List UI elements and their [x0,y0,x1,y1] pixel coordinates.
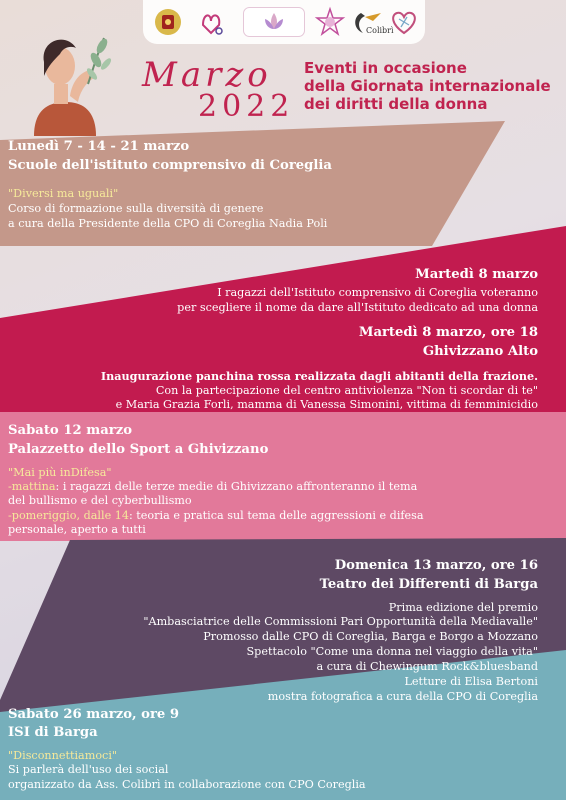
event-4-line: "Mai più inDifesa" [8,466,112,479]
woman-illustration-icon [14,26,124,136]
event-5-line: "Ambasciatrice delle Commissioni Pari Opportunità della Mediavalle" [143,615,538,628]
event-6-place: ISI di Barga [8,725,98,740]
event-1-line: "Diversi ma uguali" [8,187,119,200]
event-6-date: Sabato 26 marzo, ore 9 [8,707,180,722]
event-4-line: personale, aperto a tutti [8,523,146,536]
event-2-date: Martedì 8 marzo [415,267,538,282]
cpo-logo-icon [197,7,227,37]
event-2-line: per scegliere il nome da dare all'Istituto dedicato ad una donna [177,301,538,314]
event-1-line: Corso di formazione sulla diversità di genere [8,202,264,215]
event-5-line: a cura di Chewingum Rock&bluesband [316,660,538,673]
event-4-date: Sabato 12 marzo [8,423,132,438]
event-3-line: e Maria Grazia Forli, mamma di Vanessa Simonini, vittima di femminicidio [115,398,538,411]
event-4-line: -pomeriggio, dalle 14: teoria e pratica sul tema delle aggressioni e difesa [8,509,424,522]
event-5-line: Prima edizione del premio [388,601,538,614]
event-1-line: a cura della Presidente della CPO di Coreglia Nadia Poli [8,217,328,230]
event-6-line: Si parlerà dell'uso dei social [8,763,169,776]
event-1-place: Scuole dell'istituto comprensivo di Coreglia [8,158,332,173]
event-5-line: Promosso dalle CPO di Coreglia, Barga e Borgo a Mozzano [203,630,538,643]
event-4-line: del bullismo e del cyberbullismo [8,494,192,507]
event-6-line: organizzato da Ass. Colibrì in collaborazione con CPO Coreglia [8,778,366,791]
star-logo-icon [315,7,345,37]
year-label: 2022 [198,89,295,124]
event-4-place: Palazzetto dello Sport a Ghivizzano [8,442,269,457]
colibri-logo-icon [351,7,394,37]
event-5-line: mostra fotografica a cura della CPO di Coreglia [267,690,538,703]
lotus-logo-icon [243,7,305,37]
event-5-line: Letture di Elisa Bertoni [404,675,538,688]
event-3-date: Martedì 8 marzo, ore 18 [358,325,538,340]
event-6-line: "Disconnettiamoci" [8,749,118,762]
title-line: della Giornata internazionale [304,77,551,95]
event-5-place: Teatro dei Differenti di Barga [319,577,538,592]
svg-text:Colibrì: Colibrì [366,26,394,35]
title-line: dei diritti della donna [304,95,488,113]
title-line: Eventi in occasione [304,59,467,77]
time-label: -mattina [8,480,56,493]
event-1-date: Lunedì 7 - 14 - 21 marzo [8,139,190,154]
event-4-line: -mattina: i ragazzi delle terze medie di Ghivizzano affronteranno il tema [8,480,418,493]
time-label: -pomeriggio, dalle 14 [8,509,129,522]
heart-logo-icon [389,7,419,37]
event-3-place: Ghivizzano Alto [422,344,538,359]
month-label: Marzo [142,55,272,95]
event-title [304,59,551,113]
event-5-date: Domenica 13 marzo, ore 16 [334,558,538,573]
month-year-title [142,50,295,124]
coat-of-arms-icon [153,7,183,37]
event-3-line: Inaugurazione panchina rossa realizzata dagli abitanti della frazione. [100,369,538,383]
logo-bar [143,0,425,44]
event-3-line: Con la partecipazione del centro antiviolenza "Non ti scordar di te" [155,384,538,397]
event-5-line: Spettacolo "Come una donna nel viaggio della vita" [246,645,538,658]
event-2-line: I ragazzi dell'Istituto comprensivo di Coreglia voteranno [217,286,538,299]
